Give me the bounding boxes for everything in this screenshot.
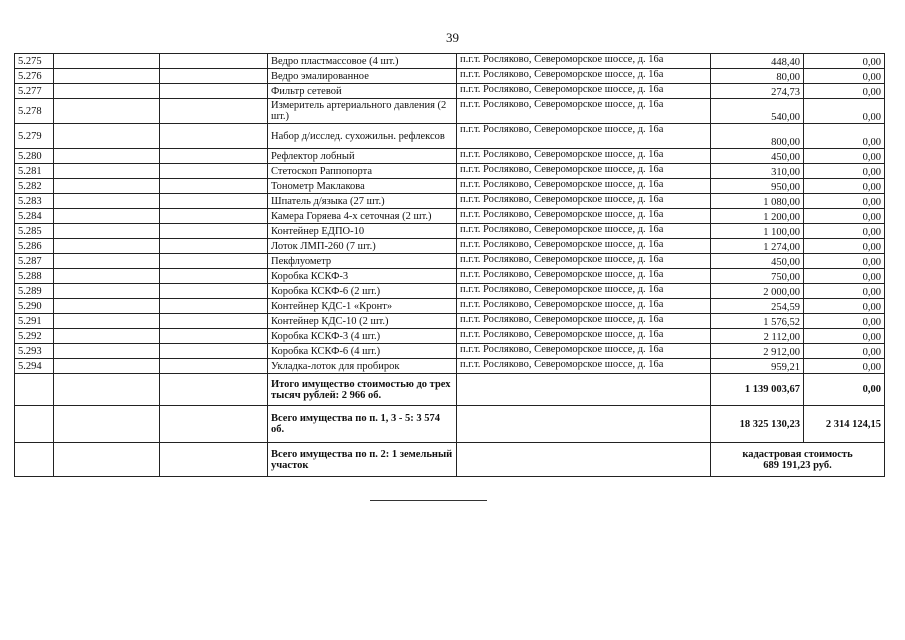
item-address: п.г.т. Росляково, Североморское шоссе, д. 16а xyxy=(457,179,711,194)
total-items-1-3-5-label: Всего имущества по п. 1, 3 - 5: 3 574 об. xyxy=(268,406,457,443)
item-address: п.г.т. Росляково, Североморское шоссе, д. 16а xyxy=(457,194,711,209)
empty-cell xyxy=(160,84,268,99)
item-value: 310,00 xyxy=(711,164,804,179)
item-residual: 0,00 xyxy=(804,239,885,254)
item-name: Стетоскоп Раппопорта xyxy=(268,164,457,179)
total-items-1-3-5-residual: 2 314 124,15 xyxy=(804,406,885,443)
empty-cell xyxy=(160,69,268,84)
cadastral-value-cell xyxy=(711,443,885,477)
row-number: 5.287 xyxy=(15,254,54,269)
item-residual: 0,00 xyxy=(804,194,885,209)
row-number: 5.293 xyxy=(15,344,54,359)
item-address: п.г.т. Росляково, Североморское шоссе, д. 16а xyxy=(457,284,711,299)
item-residual: 0,00 xyxy=(804,149,885,164)
table-row xyxy=(15,299,885,314)
empty-cell xyxy=(160,239,268,254)
row-number: 5.280 xyxy=(15,149,54,164)
row-number: 5.292 xyxy=(15,329,54,344)
empty-cell xyxy=(160,54,268,69)
empty-cell xyxy=(54,299,160,314)
item-residual: 0,00 xyxy=(804,164,885,179)
item-residual: 0,00 xyxy=(804,69,885,84)
empty-cell xyxy=(54,84,160,99)
table-row xyxy=(15,164,885,179)
empty-cell xyxy=(54,269,160,284)
item-value: 450,00 xyxy=(711,149,804,164)
item-residual: 0,00 xyxy=(804,314,885,329)
item-value: 274,73 xyxy=(711,84,804,99)
item-value: 2 912,00 xyxy=(711,344,804,359)
empty-cell xyxy=(54,359,160,374)
empty-cell xyxy=(160,99,268,124)
row-number: 5.276 xyxy=(15,69,54,84)
empty-cell xyxy=(54,164,160,179)
empty-cell xyxy=(160,149,268,164)
total-under-3000-label: Итого имущество стоимостью до трех тысяч рублей: 2 966 об. xyxy=(268,374,457,406)
item-address: п.г.т. Росляково, Североморское шоссе, д. 16а xyxy=(457,239,711,254)
empty-cell xyxy=(54,254,160,269)
item-address: п.г.т. Росляково, Североморское шоссе, д. 16а xyxy=(457,269,711,284)
empty-cell xyxy=(160,329,268,344)
total-row-items-1-3-5 xyxy=(15,406,885,443)
item-address: п.г.т. Росляково, Североморское шоссе, д. 16а xyxy=(457,84,711,99)
empty-cell xyxy=(160,299,268,314)
item-value: 450,00 xyxy=(711,254,804,269)
row-number: 5.289 xyxy=(15,284,54,299)
table-row xyxy=(15,239,885,254)
item-address: п.г.т. Росляково, Североморское шоссе, д. 16а xyxy=(457,99,711,124)
item-name: Фильтр сетевой xyxy=(268,84,457,99)
table-row xyxy=(15,269,885,284)
row-number: 5.290 xyxy=(15,299,54,314)
item-residual: 0,00 xyxy=(804,99,885,124)
row-number: 5.275 xyxy=(15,54,54,69)
item-name: Тонометр Маклакова xyxy=(268,179,457,194)
item-residual: 0,00 xyxy=(804,224,885,239)
item-name: Лоток ЛМП-260 (7 шт.) xyxy=(268,239,457,254)
item-residual: 0,00 xyxy=(804,344,885,359)
item-name: Камера Горяева 4-х сеточная (2 шт.) xyxy=(268,209,457,224)
table-row xyxy=(15,344,885,359)
inventory-table xyxy=(14,53,885,477)
empty-cell xyxy=(160,269,268,284)
item-value: 750,00 xyxy=(711,269,804,284)
item-value: 2 000,00 xyxy=(711,284,804,299)
item-name: Ведро эмалированное xyxy=(268,69,457,84)
item-name: Коробка КСКФ-3 (4 шт.) xyxy=(268,329,457,344)
empty-cell xyxy=(160,284,268,299)
item-value: 254,59 xyxy=(711,299,804,314)
table-row xyxy=(15,359,885,374)
empty-cell xyxy=(160,209,268,224)
row-number: 5.277 xyxy=(15,84,54,99)
empty-cell xyxy=(54,194,160,209)
item-residual: 0,00 xyxy=(804,179,885,194)
empty-cell xyxy=(160,179,268,194)
table-row xyxy=(15,149,885,164)
empty-cell xyxy=(54,329,160,344)
empty-cell xyxy=(160,254,268,269)
item-residual: 0,00 xyxy=(804,209,885,224)
row-number: 5.284 xyxy=(15,209,54,224)
table-row xyxy=(15,209,885,224)
cadastral-label: кадастровая стоимость xyxy=(742,448,853,460)
table-row xyxy=(15,84,885,99)
item-value: 1 274,00 xyxy=(711,239,804,254)
total-item-2-label: Всего имущества по п. 2: 1 земельный участок xyxy=(268,443,457,477)
item-name: Укладка-лоток для пробирок xyxy=(268,359,457,374)
item-value: 800,00 xyxy=(711,124,804,149)
empty-cell xyxy=(160,314,268,329)
item-residual: 0,00 xyxy=(804,329,885,344)
row-number: 5.278 xyxy=(15,99,54,124)
item-name: Набор д/исслед. сухожильн. рефлексов xyxy=(268,124,457,149)
item-address: п.г.т. Росляково, Североморское шоссе, д. 16а xyxy=(457,299,711,314)
item-name: Коробка КСКФ-6 (4 шт.) xyxy=(268,344,457,359)
empty-cell xyxy=(54,209,160,224)
empty-cell xyxy=(54,149,160,164)
table-row xyxy=(15,99,885,124)
table-row xyxy=(15,179,885,194)
item-address: п.г.т. Росляково, Североморское шоссе, д. 16а xyxy=(457,224,711,239)
footer-divider xyxy=(370,500,487,501)
item-address: п.г.т. Росляково, Североморское шоссе, д. 16а xyxy=(457,359,711,374)
item-value: 1 080,00 xyxy=(711,194,804,209)
item-name: Ведро пластмассовое (4 шт.) xyxy=(268,54,457,69)
table-body xyxy=(15,54,885,477)
item-name: Контейнер КДС-1 «Кронт» xyxy=(268,299,457,314)
total-items-1-3-5-value: 18 325 130,23 xyxy=(711,406,804,443)
empty-cell xyxy=(54,179,160,194)
item-value: 448,40 xyxy=(711,54,804,69)
item-value: 1 100,00 xyxy=(711,224,804,239)
item-address: п.г.т. Росляково, Североморское шоссе, д. 16а xyxy=(457,164,711,179)
item-address: п.г.т. Росляково, Североморское шоссе, д. 16а xyxy=(457,149,711,164)
item-address: п.г.т. Росляково, Североморское шоссе, д. 16а xyxy=(457,209,711,224)
row-number: 5.282 xyxy=(15,179,54,194)
empty-cell xyxy=(54,284,160,299)
table-row xyxy=(15,254,885,269)
item-value: 1 200,00 xyxy=(711,209,804,224)
total-row-under-3000 xyxy=(15,374,885,406)
item-value: 1 576,52 xyxy=(711,314,804,329)
item-residual: 0,00 xyxy=(804,359,885,374)
item-name: Коробка КСКФ-6 (2 шт.) xyxy=(268,284,457,299)
page-number: 39 xyxy=(446,30,459,45)
table-row xyxy=(15,124,885,149)
item-name: Коробка КСКФ-3 xyxy=(268,269,457,284)
empty-cell xyxy=(54,54,160,69)
item-address: п.г.т. Росляково, Североморское шоссе, д. 16а xyxy=(457,69,711,84)
total-row-item-2 xyxy=(15,443,885,477)
table-row xyxy=(15,54,885,69)
item-value: 80,00 xyxy=(711,69,804,84)
row-number: 5.291 xyxy=(15,314,54,329)
item-residual: 0,00 xyxy=(804,254,885,269)
row-number: 5.281 xyxy=(15,164,54,179)
empty-cell xyxy=(54,314,160,329)
item-residual: 0,00 xyxy=(804,84,885,99)
item-residual: 0,00 xyxy=(804,54,885,69)
row-number: 5.283 xyxy=(15,194,54,209)
row-number: 5.285 xyxy=(15,224,54,239)
total-under-3000-residual: 0,00 xyxy=(804,374,885,406)
table-row xyxy=(15,69,885,84)
empty-cell xyxy=(160,224,268,239)
item-residual: 0,00 xyxy=(804,284,885,299)
empty-cell xyxy=(54,124,160,149)
table-row xyxy=(15,194,885,209)
empty-cell xyxy=(160,164,268,179)
empty-cell xyxy=(160,344,268,359)
item-address: п.г.т. Росляково, Североморское шоссе, д. 16а xyxy=(457,124,711,149)
item-address: п.г.т. Росляково, Североморское шоссе, д. 16а xyxy=(457,254,711,269)
row-number: 5.279 xyxy=(15,124,54,149)
item-name: Рефлектор лобный xyxy=(268,149,457,164)
table-row xyxy=(15,284,885,299)
cadastral-value: 689 191,23 руб. xyxy=(763,459,832,471)
empty-cell xyxy=(160,124,268,149)
row-number: 5.286 xyxy=(15,239,54,254)
item-residual: 0,00 xyxy=(804,124,885,149)
table-row xyxy=(15,224,885,239)
row-number: 5.288 xyxy=(15,269,54,284)
table-row xyxy=(15,314,885,329)
item-name: Измеритель артериального давления (2 шт.) xyxy=(268,99,457,124)
empty-cell xyxy=(54,239,160,254)
item-residual: 0,00 xyxy=(804,269,885,284)
item-value: 950,00 xyxy=(711,179,804,194)
table-row xyxy=(15,329,885,344)
empty-cell xyxy=(54,344,160,359)
total-under-3000-value: 1 139 003,67 xyxy=(711,374,804,406)
item-address: п.г.т. Росляково, Североморское шоссе, д. 16а xyxy=(457,314,711,329)
item-value: 959,21 xyxy=(711,359,804,374)
item-value: 2 112,00 xyxy=(711,329,804,344)
empty-cell xyxy=(54,69,160,84)
empty-cell xyxy=(160,194,268,209)
item-name: Контейнер ЕДПО-10 xyxy=(268,224,457,239)
item-address: п.г.т. Росляково, Североморское шоссе, д. 16а xyxy=(457,54,711,69)
item-name: Пекфлуометр xyxy=(268,254,457,269)
item-value: 540,00 xyxy=(711,99,804,124)
item-address: п.г.т. Росляково, Североморское шоссе, д. 16а xyxy=(457,329,711,344)
item-address: п.г.т. Росляково, Североморское шоссе, д. 16а xyxy=(457,344,711,359)
row-number: 5.294 xyxy=(15,359,54,374)
item-name: Контейнер КДС-10 (2 шт.) xyxy=(268,314,457,329)
empty-cell xyxy=(54,224,160,239)
empty-cell xyxy=(54,99,160,124)
item-residual: 0,00 xyxy=(804,299,885,314)
empty-cell xyxy=(160,359,268,374)
item-name: Шпатель д/языка (27 шт.) xyxy=(268,194,457,209)
